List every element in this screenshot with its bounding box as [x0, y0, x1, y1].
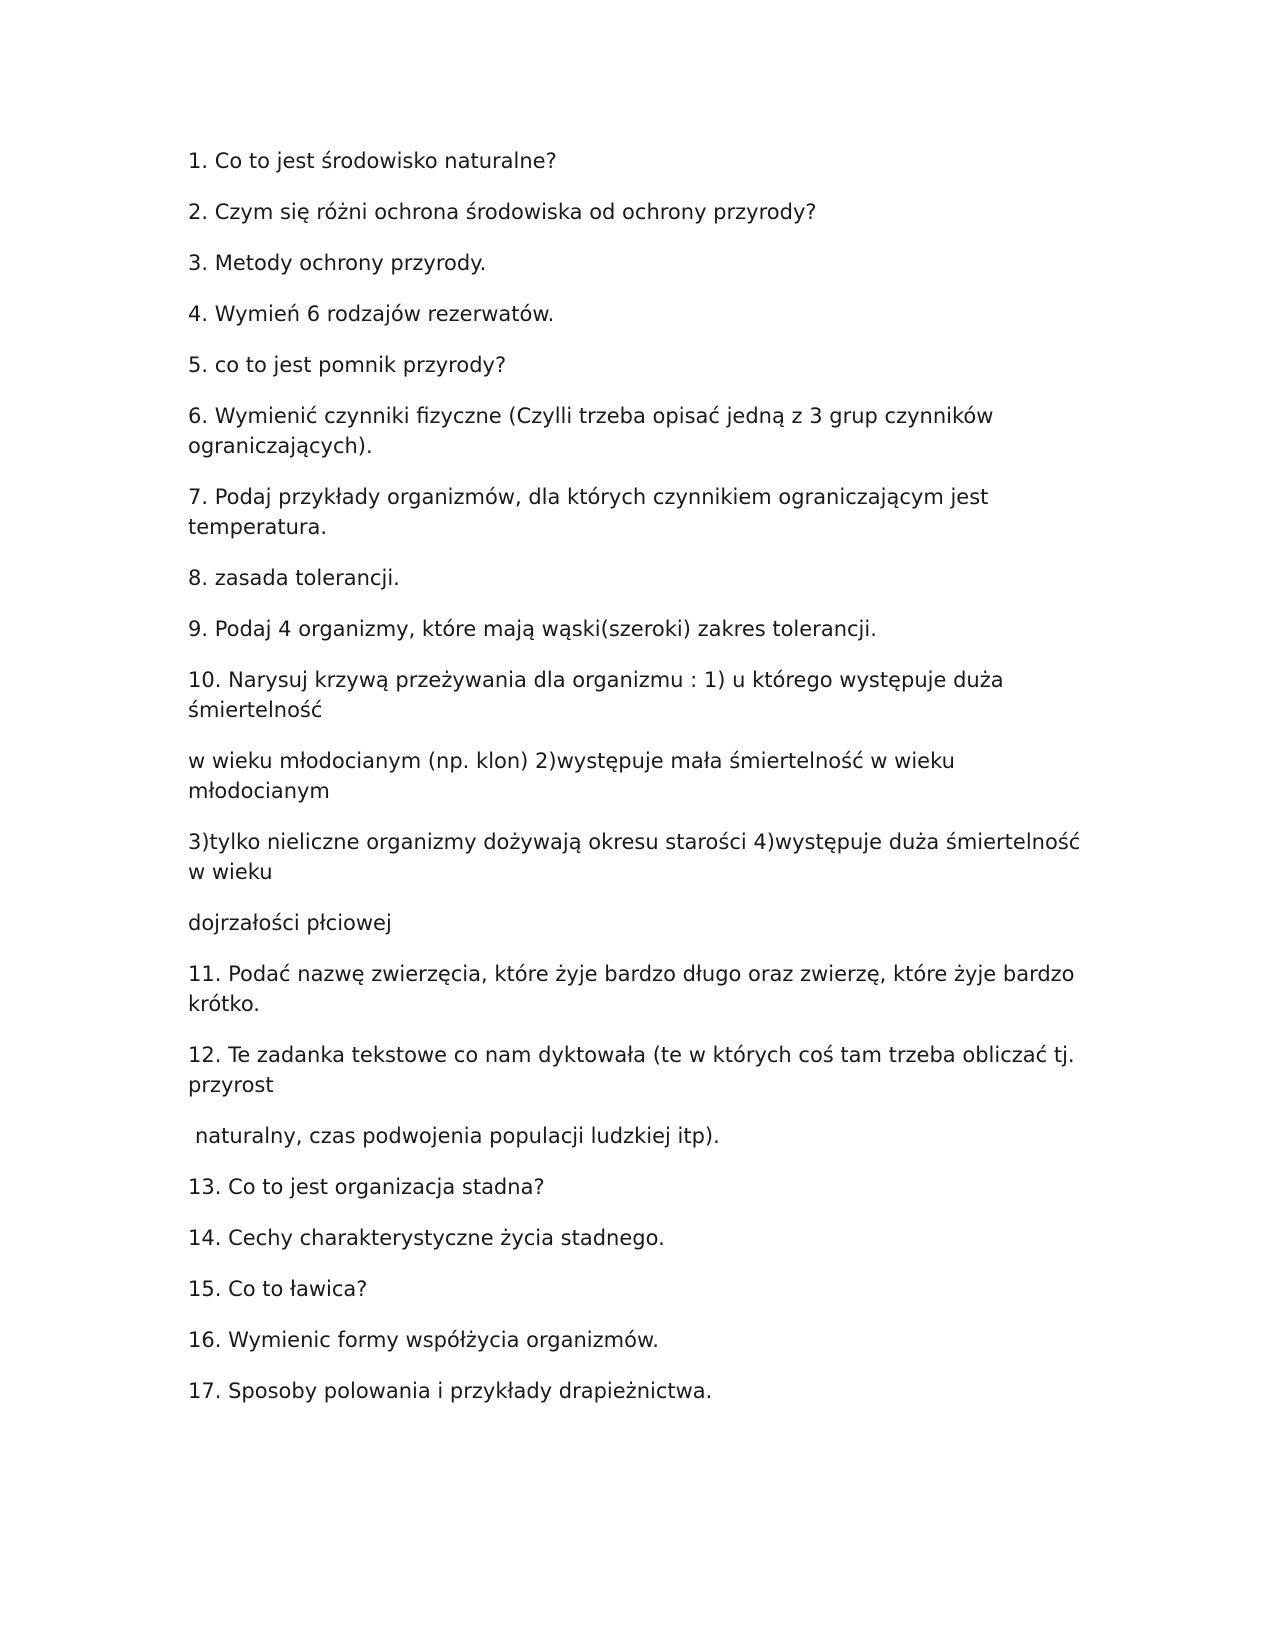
- question-17: 17. Sposoby polowania i przykłady drapieżnictwa.: [188, 1379, 713, 1403]
- question-5: 5. co to jest pomnik przyrody?: [188, 353, 507, 377]
- question-7: 7. Podaj przykłady organizmów, dla których czynnikiem ograniczającym jest temperatura.: [188, 485, 989, 539]
- question-10: 10. Narysuj krzywą przeżywania dla organizmu : 1) u którego występuje duża śmiertelność: [188, 668, 1004, 722]
- question-10-continuation-3: dojrzałości płciowej: [188, 911, 392, 935]
- question-2: 2. Czym się różni ochrona środowiska od ochrony przyrody?: [188, 200, 817, 224]
- question-12-continuation: naturalny, czas podwojenia populacji ludzkiej itp).: [195, 1124, 720, 1148]
- question-16: 16. Wymienic formy współżycia organizmów.: [188, 1328, 659, 1352]
- document-body: [188, 146, 1088, 1427]
- question-4: 4. Wymień 6 rodzajów rezerwatów.: [188, 302, 555, 326]
- question-15: 15. Co to ławica?: [188, 1277, 368, 1301]
- question-6: 6. Wymienić czynniki fizyczne (Czylli trzeba opisać jedną z 3 grup czynników ograniczających).: [188, 404, 994, 458]
- question-10-continuation-1: w wieku młodocianym (np. klon) 2)występuje mała śmiertelność w wieku młodocianym: [188, 749, 955, 803]
- question-9: 9. Podaj 4 organizmy, które mają wąski(szeroki) zakres tolerancji.: [188, 617, 877, 641]
- question-10-continuation-2: 3)tylko nieliczne organizmy dożywają okresu starości 4)występuje duża śmiertelność w wieku: [188, 830, 1081, 884]
- question-3: 3. Metody ochrony przyrody.: [188, 251, 487, 275]
- question-8: 8. zasada tolerancji.: [188, 566, 400, 590]
- question-11: 11. Podać nazwę zwierzęcia, które żyje bardzo długo oraz zwierzę, które żyje bardzo krótko.: [188, 962, 1075, 1016]
- question-13: 13. Co to jest organizacja stadna?: [188, 1175, 545, 1199]
- question-14: 14. Cechy charakterystyczne życia stadnego.: [188, 1226, 665, 1250]
- question-1: 1. Co to jest środowisko naturalne?: [188, 149, 557, 173]
- question-12: 12. Te zadanka tekstowe co nam dyktowała (te w których coś tam trzeba obliczać tj. przyrost: [188, 1043, 1075, 1097]
